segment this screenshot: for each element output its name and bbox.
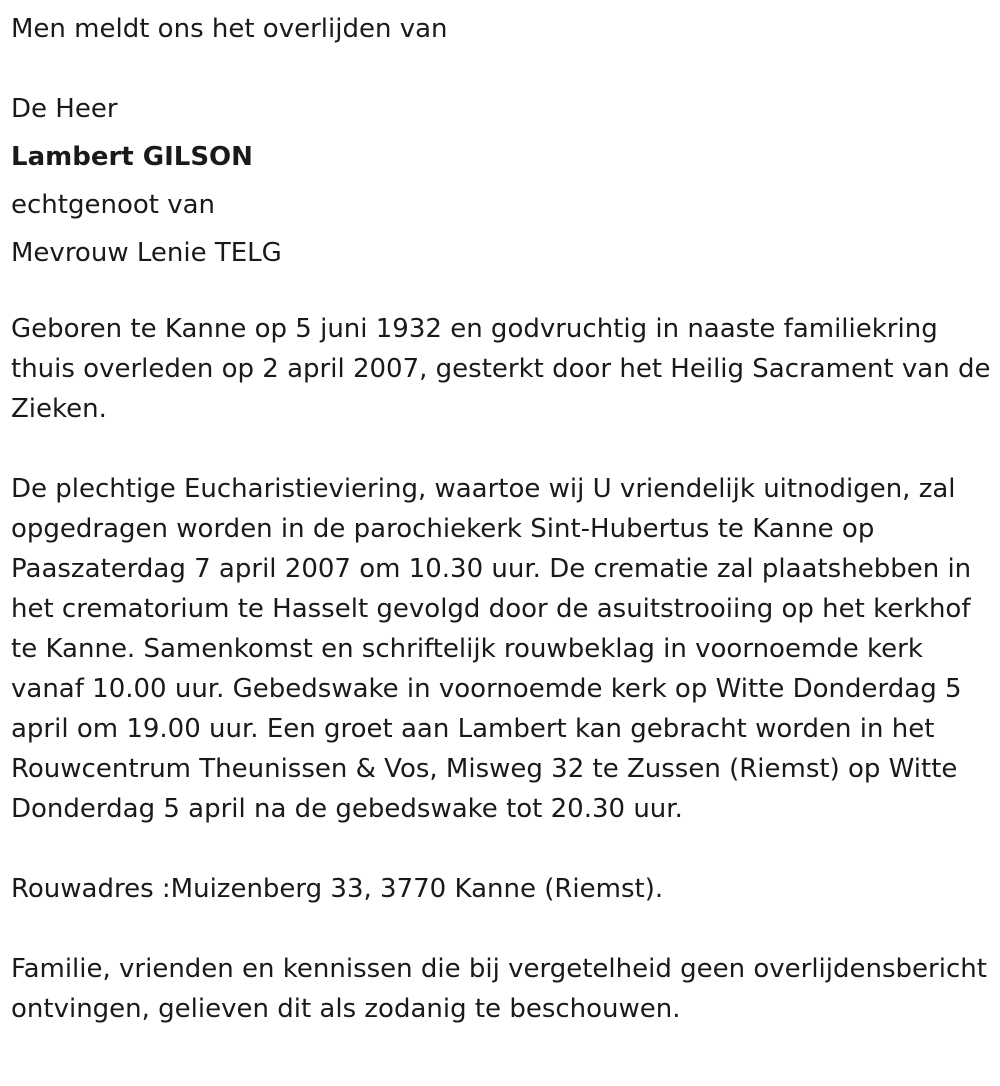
closing-paragraph: Familie, vrienden en kennissen die bij vergetelheid geen overlijdensbericht ontvingen, gelieven dit als zodanig te beschouwen. [11,954,987,1024]
ceremony-paragraph: De plechtige Eucharistieviering, waartoe wij U vriendelijk uitnodigen, zal opgedragen worden in de parochiekerk Sint-Hubertus te Kanne op Paaszaterdag 7 april 2007 om 10.30 uur. De crematie zal plaatshebben in het crematorium te Hasselt gevolgd door de asuitstrooiing op het kerkhof te Kanne. Samenkomst en schriftelijk rouwbeklag in voornoemde kerk vanaf 10.00 uur. Gebedswake in voornoemde kerk op Witte Donderdag 5 april om 19.00 uur. Een groet aan Lambert kan gebracht worden in het Rouwcentrum Theunissen & Vos, Misweg 32 te Zussen (Riemst) op Witte Donderdag 5 april na de gebedswake tot 20.30 uur. [11,474,972,824]
spouse-name: Mevrouw Lenie TELG [11,238,282,268]
relation-text: echtgenoot van [11,190,216,220]
death-notice [11,5,991,1029]
deceased-name: Lambert GILSON [11,142,253,172]
honorific: De Heer [11,94,118,124]
birth-death-paragraph: Geboren te Kanne op 5 juni 1932 en godvruchtig in naaste familiekring thuis overleden op 2 april 2007, gesterkt door het Heilig Sacrament van de Zieken. [11,314,991,424]
intro-text: Men meldt ons het overlijden van [11,14,448,44]
mourning-address: Rouwadres :Muizenberg 33, 3770 Kanne (Riemst). [11,874,664,904]
